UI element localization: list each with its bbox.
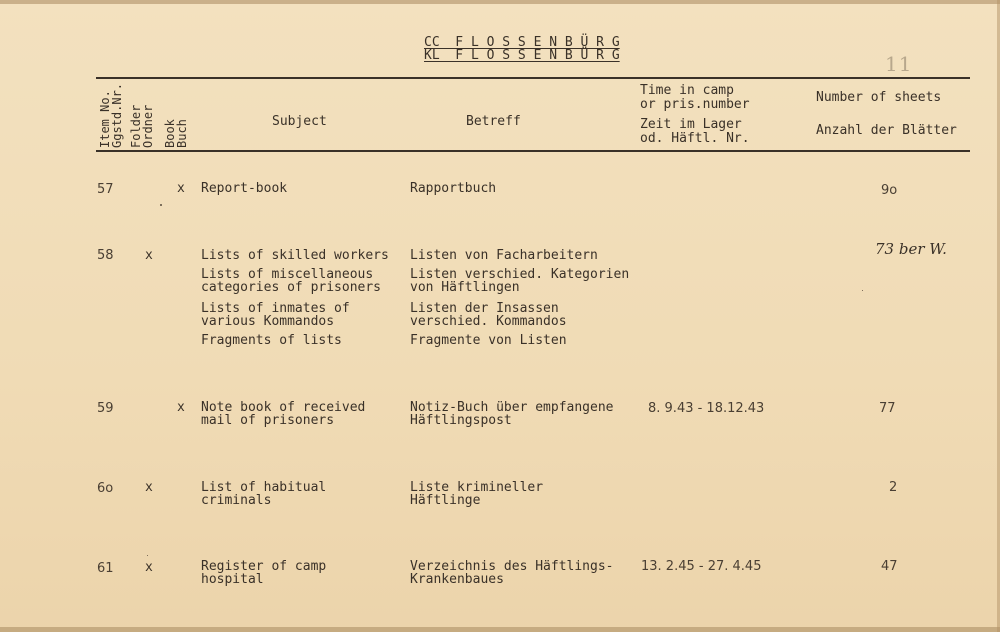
header-top-rule: [96, 77, 970, 79]
col-sheets-en: Number of sheets: [816, 90, 942, 105]
paper-speck: [147, 555, 148, 556]
col-book-en: Book: [163, 119, 177, 148]
subject-cell: Note book of received mail of prisoners: [201, 400, 366, 428]
item-number: 59: [97, 401, 114, 416]
header-line-kl: KL F L O S S E N B Ü R G: [424, 48, 620, 63]
col-item-no-de: Ggstd.Nr.: [110, 82, 124, 148]
subject-cell: Report-book: [201, 181, 288, 196]
sheets-cell: 77: [879, 401, 896, 416]
col-folder-de: Ordner: [141, 104, 155, 148]
item-number: 6o: [97, 481, 114, 496]
header-line-cc: CC F L O S S E N B Ü R G: [424, 35, 620, 50]
col-item-no-en: Item No.: [98, 90, 112, 148]
col-subject: Subject: [272, 114, 327, 129]
subject-cell: Register of camp hospital: [201, 559, 327, 587]
time-cell: 13. 2.45 - 27. 4.45: [641, 559, 762, 574]
betreff-cell: Listen der Insassen verschied. Kommandos: [410, 301, 567, 329]
item-number: 57: [97, 182, 114, 197]
col-time-de: Zeit im Lager od. Häftl. Nr.: [640, 117, 750, 146]
col-folder-en: Folder: [129, 104, 143, 148]
subject-cell: Lists of miscellaneous categories of prisoners: [201, 267, 382, 295]
header-bottom-rule: [96, 150, 970, 152]
betreff-cell: Rapportbuch: [410, 181, 497, 196]
page-top-edge: [0, 0, 1000, 4]
subject-cell: Lists of inmates of various Kommandos: [201, 301, 350, 329]
sheets-cell: 47: [881, 559, 898, 574]
col-betreff: Betreff: [466, 114, 521, 129]
col-book-de: Buch: [175, 119, 189, 148]
subject-cell: Fragments of lists: [201, 333, 342, 348]
betreff-cell: Notiz-Buch über empfangene Häftlingspost: [410, 400, 614, 428]
sheets-cell: 2: [889, 480, 898, 495]
item-number: 58: [97, 248, 114, 263]
paper-speck: [862, 290, 863, 291]
sheets-cell: 73 ber W.: [875, 240, 947, 258]
page-number: 11: [885, 52, 913, 76]
item-number: 61: [97, 561, 114, 576]
betreff-cell: Liste krimineller Häftlinge: [410, 480, 544, 508]
paper-speck: [160, 204, 162, 206]
page-bottom-edge: [0, 627, 1000, 632]
folder-mark: x: [145, 560, 153, 575]
sheets-cell: 9o: [881, 183, 898, 198]
betreff-cell: Listen von Facharbeitern: [410, 248, 598, 263]
betreff-cell: Listen verschied. Kategorien von Häftlingen: [410, 267, 630, 295]
betreff-cell: Verzeichnis des Häftlings- Krankenbaues: [410, 559, 614, 587]
camp-header: [424, 36, 620, 62]
book-mark: x: [177, 181, 185, 196]
book-mark: x: [177, 400, 185, 415]
time-cell: 8. 9.43 - 18.12.43: [648, 401, 765, 416]
col-sheets-de: Anzahl der Blätter: [816, 123, 957, 138]
folder-mark: x: [145, 480, 153, 495]
betreff-cell: Fragmente von Listen: [410, 333, 567, 348]
subject-cell: List of habitual criminals: [201, 480, 327, 508]
folder-mark: x: [145, 248, 153, 263]
subject-cell: Lists of skilled workers: [201, 248, 389, 263]
col-time-en: Time in camp or pris.number: [640, 83, 750, 112]
